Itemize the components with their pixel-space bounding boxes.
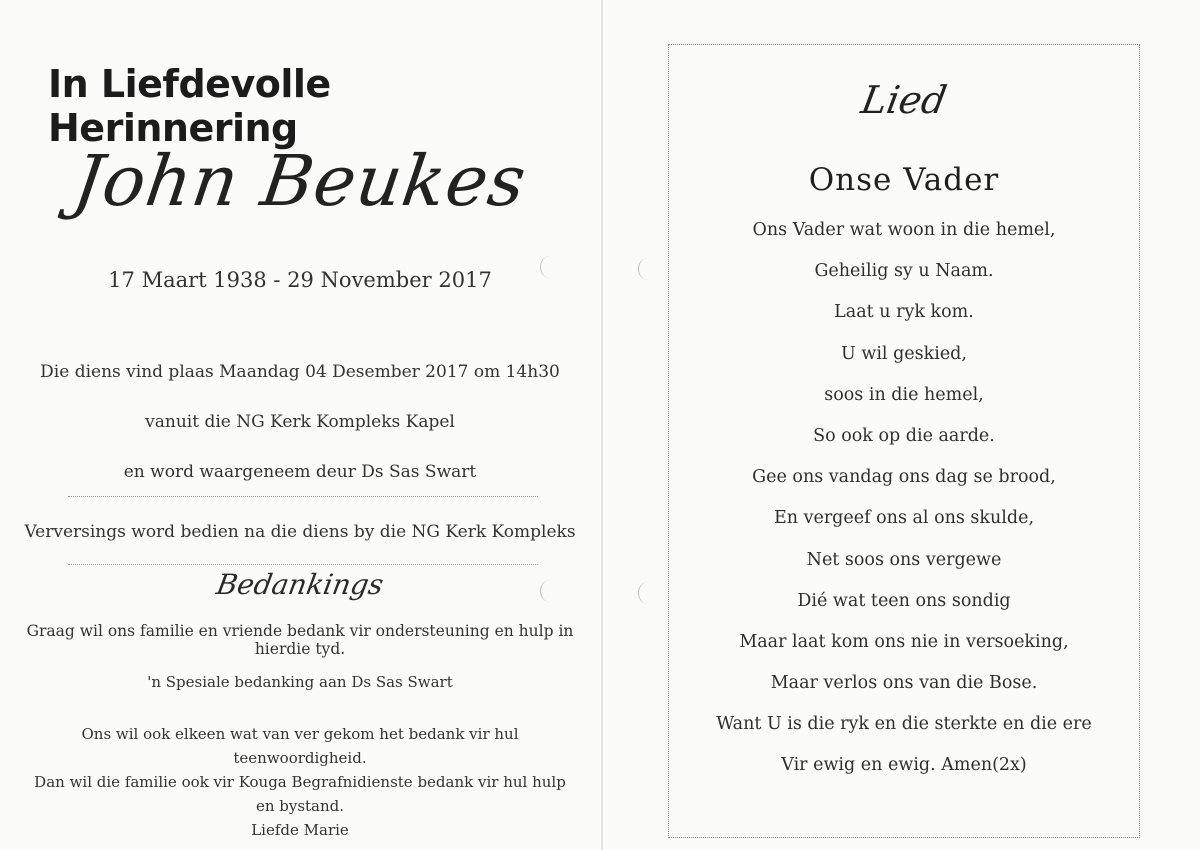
lyric-line: Gee ons vandag ons dag se brood,: [752, 467, 1056, 488]
thanks-minister: 'n Spesiale bedanking aan Ds Sas Swart: [147, 673, 453, 691]
life-dates: 17 Maart 1938 - 29 November 2017: [108, 268, 492, 292]
thanks-funeral-services: Dan wil die familie ook vir Kouga Begrafnidienste bedank vir hul hulp en bystand.: [34, 773, 566, 815]
signature-line: Liefde Marie: [251, 821, 349, 839]
lyric-line: Ons Vader wat woon in die hemel,: [752, 220, 1056, 240]
lyric-line: Net soos ons vergewe: [806, 549, 1002, 570]
service-venue-line: vanuit die NG Kerk Kompleks Kapel: [145, 412, 455, 432]
punch-hole-mark: [540, 256, 559, 278]
lyric-line: En vergeef ons al ons skulde,: [773, 508, 1035, 529]
song-lyrics: [668, 214, 1140, 791]
deceased-name: John Beukes: [68, 140, 532, 222]
lyric-line: U wil geskied,: [841, 343, 967, 364]
bedankings-title: Bedankings: [214, 568, 386, 601]
lyric-line: Vir ewig en ewig. Amen(2x): [781, 755, 1027, 776]
punch-hole-mark: [540, 580, 559, 602]
song-title: Onse Vader: [808, 162, 1000, 198]
dotted-divider: [68, 496, 538, 497]
dotted-divider: [68, 564, 538, 565]
lyric-line: So ook op die aarde.: [813, 425, 995, 446]
thanks-attendees: Ons wil ook elkeen wat van ver gekom het bedank vir hul teenwoordigheid.: [81, 725, 519, 767]
service-minister-line: en word waargeneem deur Ds Sas Swart: [123, 462, 477, 482]
lyric-line: soos in die hemel,: [824, 384, 984, 405]
lyric-line: Dié wat teen ons sondig: [797, 590, 1011, 611]
lyric-line: Maar laat kom ons nie in versoeking,: [739, 631, 1069, 652]
lyric-line: Laat u ryk kom.: [834, 302, 974, 323]
thanks-block: [30, 722, 570, 842]
service-date-line: Die diens vind plaas Maandag 04 Desember 2017 om 14h30: [40, 362, 560, 382]
lyric-line: Geheilig sy u Naam.: [814, 261, 994, 282]
thanks-family-friends: Graag wil ons familie en vriende bedank vir ondersteuning en hulp in hierdie tyd.: [26, 622, 574, 658]
memorial-heading: In Liefdevolle Herinnering: [48, 62, 331, 150]
refreshments-line: Verversings word bedien na die diens by die NG Kerk Kompleks: [24, 522, 576, 542]
section-title: Lied: [858, 78, 950, 122]
lyric-line: Maar verlos ons van die Bose.: [770, 673, 1038, 694]
lyric-line: Want U is die ryk en die sterkte en die ere: [716, 714, 1092, 735]
